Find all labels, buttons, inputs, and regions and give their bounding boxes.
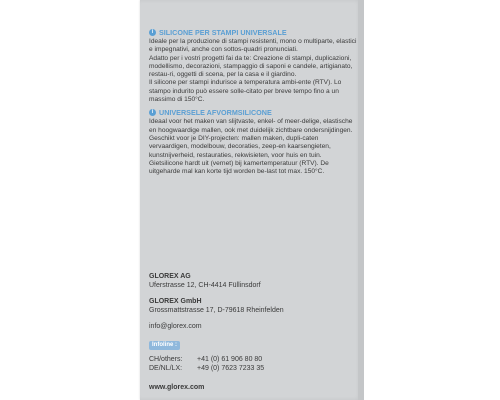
phone-row [149, 364, 357, 373]
company-footer [149, 272, 357, 392]
company-address: Grossmattstrasse 17, D-79618 Rheinfelden [149, 307, 284, 314]
company-block [149, 297, 357, 315]
section-paragraph: Gietsilicone hardt uit (vernet) bij kamertemperatuur (RTV). De uitgeharde mal kan korte tijd worden be-last tot max. 150°C. [149, 159, 329, 176]
phone-number: +41 (0) 61 906 80 80 [197, 356, 263, 363]
section-paragraph: Geschikt voor je DIY-projecten: mallen maken, dupli-caten vervaardigen, modelbouw, decoraties, zeep-en kaarsengieten, kunstnijverheid, restauraties, rekwisieten, voor huis en tuin. [149, 134, 331, 159]
label-edge [358, 0, 364, 400]
phone-label: CH/others: [149, 356, 183, 363]
company-address: Uferstrasse 12, CH-4414 Füllinsdorf [149, 282, 261, 289]
section-paragraph: Il silicone per stampi indurisce a temperatura ambi-ente (RTV). Lo stampo indurito può essere solle-citato per breve tempo fino a un massimo di 150°C. [149, 79, 342, 104]
section-paragraph: Ideaal voor het maken van slijtvaste, enkel- of meer-delige, elastische en hoogwaardige mallen, ook met duidelijk zichtbare ondersnijdingen. [149, 118, 353, 134]
section-heading-text: UNIVERSELE AFVORMSILICONE [159, 108, 272, 118]
phone-number: +49 (0) 7623 7233 35 [197, 365, 265, 372]
section-dutch [149, 108, 357, 176]
section-paragraph: Adatto per i vostri progetti fai da te: Creazione di stampi, duplicazioni, modellismo, decorazioni, stampaggio di saponi e candele, artigianato, restau-ri, oggetti di scena, per la casa e il giardino. [149, 54, 353, 79]
section-heading [149, 108, 357, 117]
section-paragraph: Ideale per la produzione di stampi resistenti, mono o multiparte, elastici e impegnativi, anche con sottos-quadri pronunciati. [149, 38, 357, 54]
info-circle-icon: i [149, 29, 156, 36]
section-heading-text: SILICONE PER STAMPI UNIVERSALE [159, 28, 287, 37]
phone-list [149, 355, 357, 373]
infoline-badge: Infoline : [149, 341, 180, 350]
phone-row [149, 355, 357, 364]
section-heading [149, 28, 357, 37]
company-block [149, 272, 357, 290]
company-name: GLOREX AG [149, 273, 191, 280]
section-italian [149, 28, 357, 104]
phone-label: DE/NL/LX: [149, 365, 183, 372]
label-content [149, 28, 357, 180]
website-url: www.glorex.com [149, 384, 205, 391]
email-address: info@glorex.com [149, 323, 202, 330]
info-circle-icon: i [149, 109, 156, 116]
company-name: GLOREX GmbH [149, 298, 202, 305]
